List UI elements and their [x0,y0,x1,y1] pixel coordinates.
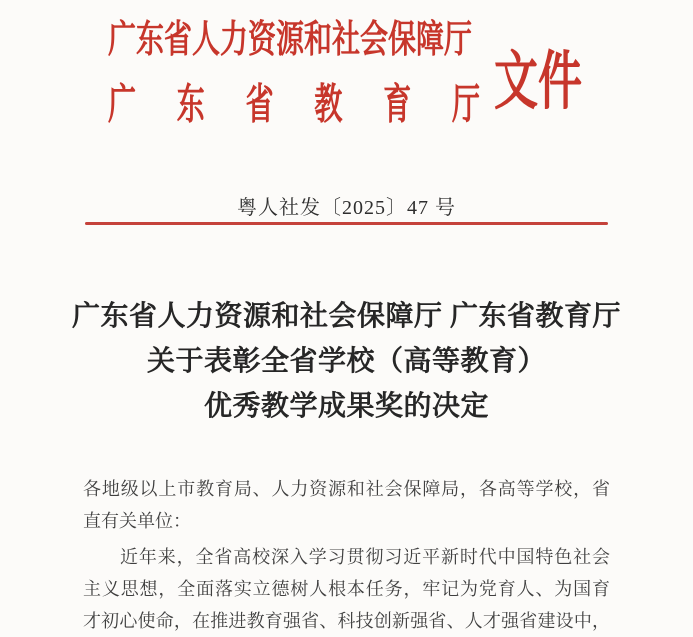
document-body [83,473,610,637]
letterhead-doc-type-mark: 文件 [494,46,582,118]
salutation-line-2: 直有关单位： [83,511,191,531]
title-line-1: 广东省人力资源和社会保障厅 广东省教育厅 [71,301,621,332]
paragraph-line-1: 近年来，全省高校深入学习贯彻习近平新时代中国特色社会 [120,547,610,567]
paragraph-line-2: 主义思想，全面落实立德树人根本任务，牢记为党育人、为国育 [83,579,610,599]
red-separator-rule [85,222,608,225]
letterhead-agency-line2: 广东省教育厅 [108,82,480,129]
title-line-3: 优秀教学成果奖的决定 [203,391,489,422]
letterhead-agency-line1: 广东省人力资源和社会保障厅 [108,19,473,62]
salutation-line-1: 各地级以上市教育局、人力资源和社会保障局，各高等学校，省 [83,479,610,499]
title-line-2: 关于表彰全省学校（高等教育） [146,346,546,377]
document-title [0,294,693,429]
document-reference-number: 粤人社发〔2025〕47 号 [237,197,456,219]
paragraph-line-3: 才初心使命，在推进教育强省、科技创新强省、人才强省建设中， [83,611,610,631]
